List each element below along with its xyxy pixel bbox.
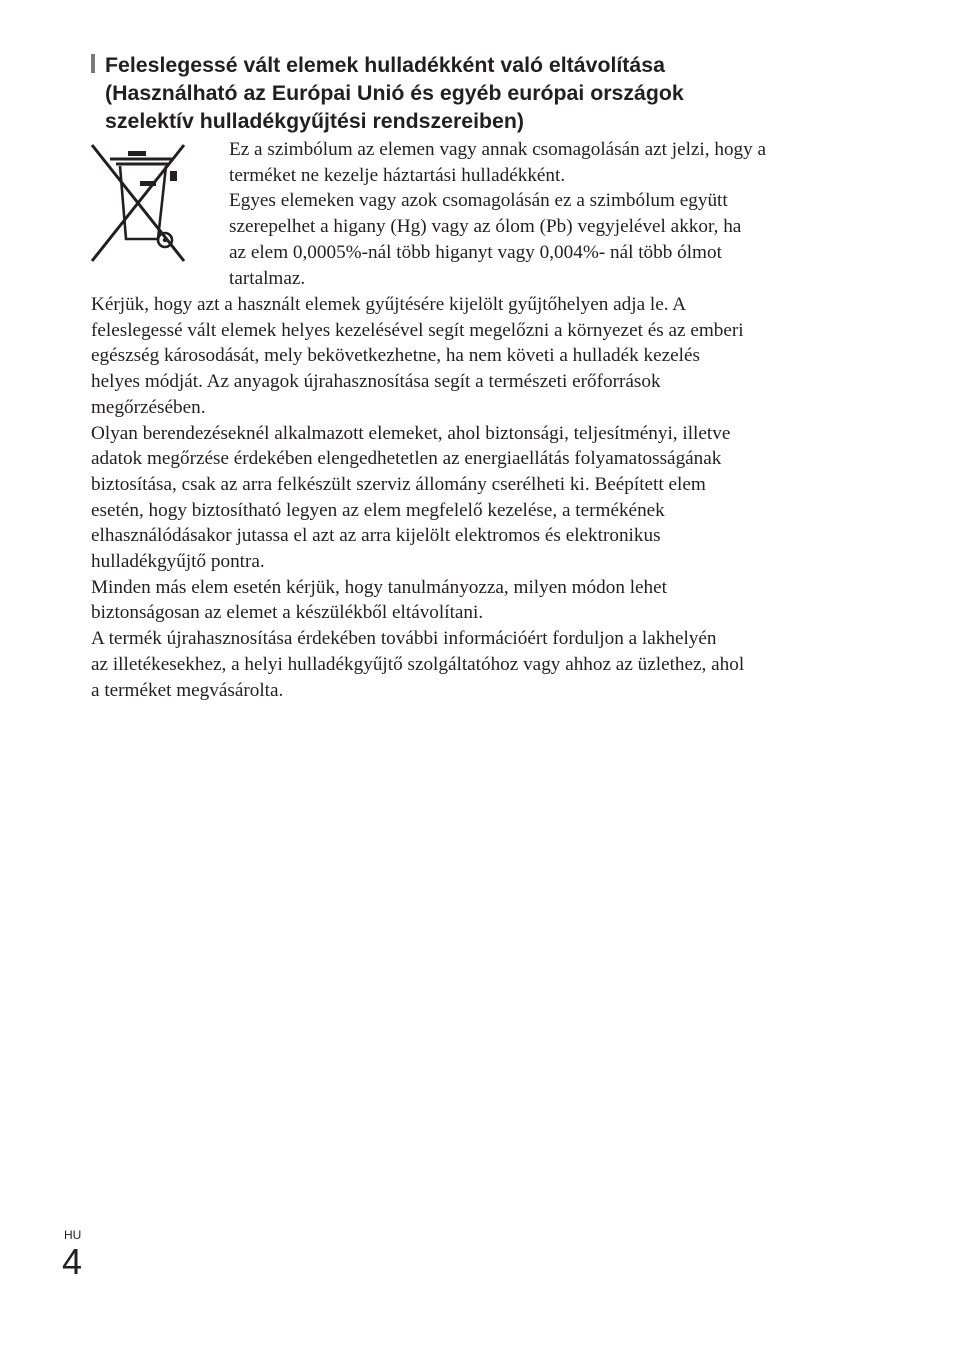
language-code: HU — [64, 1228, 82, 1242]
text-line: szerepelhet a higany (Hg) vagy az ólom (Pb) vegyjelével akkor, ha — [229, 216, 742, 238]
text-line: Egyes elemeken vagy azok csomagolásán ez a szimbólum együtt — [229, 190, 728, 212]
paragraph — [229, 188, 859, 291]
text-line: esetén, hogy biztosítható legyen az elem megfelelő kezelése, a termékének — [91, 499, 665, 521]
paragraph — [91, 292, 861, 421]
text-line: az illetékesekhez, a helyi hulladékgyűjtő szolgáltatóhoz vagy ahhoz az üzlethez, ahol — [91, 653, 745, 675]
heading-marker — [91, 54, 95, 73]
heading-line: szelektív hulladékgyűjtési rendszereiben) — [105, 109, 524, 133]
text-line: A termék újrahasznosítása érdekében további információért forduljon a lakhelyén — [91, 628, 717, 650]
text-line: tartalmaz. — [229, 267, 306, 289]
paragraph — [91, 575, 861, 626]
paragraph — [91, 421, 861, 575]
paragraph — [91, 626, 861, 703]
text-line: feleslegessé vált elemek helyes kezelésével segít megelőzni a környezet és az emberi — [91, 319, 744, 341]
heading-line: (Használható az Európai Unió és egyéb európai országok — [105, 81, 684, 105]
text-line: biztosítása, csak az arra felkészült szerviz állomány cserélheti ki. Beépített elem — [91, 473, 706, 495]
text-line: terméket ne kezelje háztartási hulladékként. — [229, 164, 566, 186]
main-body-text — [91, 292, 861, 703]
text-line: Minden más elem esetén kérjük, hogy tanulmányozza, milyen módon lehet — [91, 576, 667, 598]
text-line: hulladékgyűjtő pontra. — [91, 551, 265, 573]
heading-line: Feleslegessé vált elemek hulladékként való eltávolítása — [105, 53, 665, 77]
text-line: a terméket megvásárolta. — [91, 679, 284, 701]
paragraph — [229, 137, 859, 188]
text-line: elhasználódásakor jutassa el azt az arra kijelölt elektromos és elektronikus — [91, 525, 661, 547]
symbol-description — [229, 137, 859, 291]
page-number: 4 — [62, 1241, 83, 1282]
crossed-out-wheeled-bin-icon — [90, 143, 186, 263]
text-line: biztonságosan az elemet a készülékből eltávolítani. — [91, 602, 484, 624]
text-line: egészség károsodását, mely bekövetkezhetne, ha nem követi a hulladék kezelés — [91, 345, 700, 367]
text-line: Olyan berendezéseknél alkalmazott elemeket, ahol biztonsági, teljesítményi, illetve — [91, 422, 731, 444]
section-heading — [91, 51, 831, 135]
text-line: helyes módját. Az anyagok újrahasznosítása segít a természeti erőforrások — [91, 371, 661, 393]
text-line: az elem 0,0005%-nál több higanyt vagy 0,004%- nál több ólmot — [229, 241, 722, 263]
text-line: Ez a szimbólum az elemen vagy annak csomagolásán azt jelzi, hogy a — [229, 139, 767, 160]
text-line: adatok megőrzése érdekében elengedhetetlen az energiaellátás folyamatosságának — [91, 448, 722, 470]
text-line: megőrzésében. — [91, 396, 206, 418]
text-line: Kérjük, hogy azt a használt elemek gyűjtésére kijelölt gyűjtőhelyen adja le. A — [91, 294, 687, 315]
